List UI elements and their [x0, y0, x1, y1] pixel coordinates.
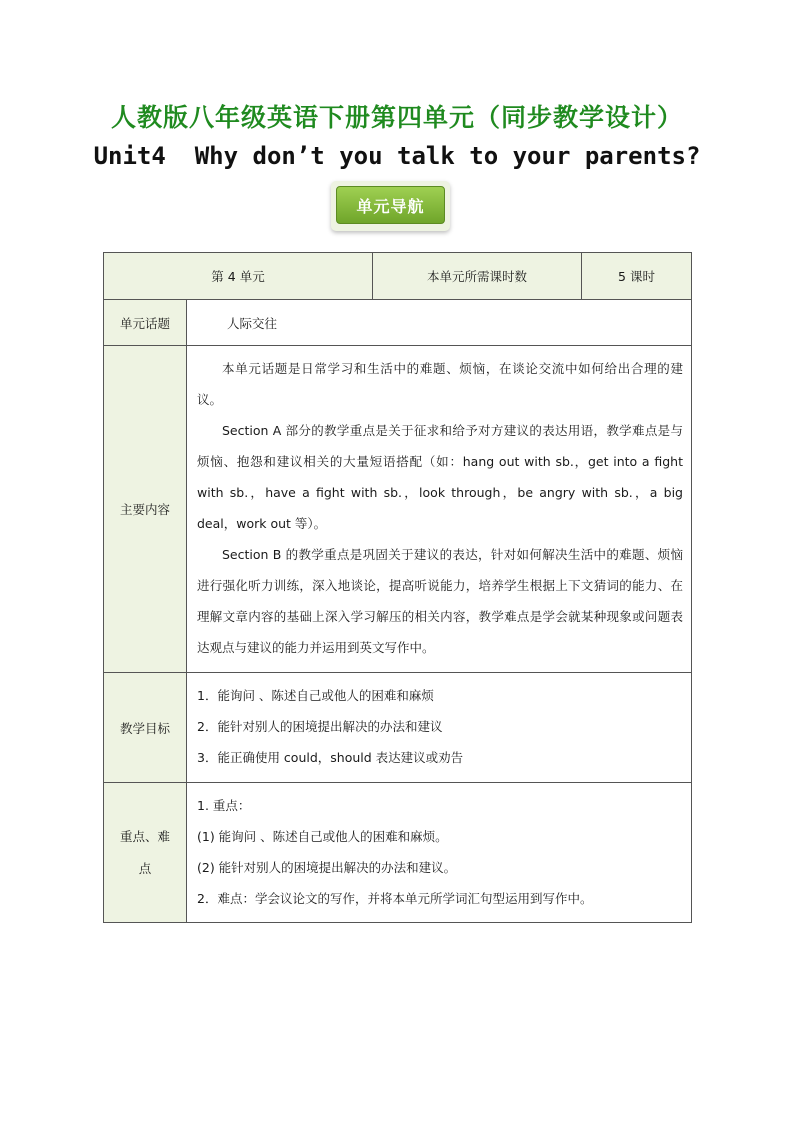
table-row-content: [104, 346, 692, 673]
content-paragraph: 本单元话题是日常学习和生活中的难题、烦恼，在谈论交流中如何给出合理的建议。: [197, 361, 683, 407]
keypoints-value-cell: [187, 783, 692, 923]
keypoints-label-cell: [104, 783, 187, 923]
unit-navigation-badge: [331, 181, 450, 231]
table-row-topic: [104, 300, 692, 346]
unit-plan-table: [103, 252, 692, 923]
keypoint-item: 2．难点：学会议论文的写作，并将本单元所学词汇句型运用到写作中。: [197, 890, 593, 906]
unit-navigation-label: 单元导航: [336, 186, 445, 224]
keypoint-item: (2) 能针对别人的困境提出解决的办法和建议。: [197, 859, 457, 875]
goal-item: 3．能正确使用 could，should 表达建议或劝告: [197, 750, 464, 765]
content-label-cell: 主要内容: [104, 346, 187, 673]
keypoints-label-line: 重点、难: [119, 828, 170, 844]
keypoints-label-line: 点: [138, 860, 152, 876]
goal-item: 2．能针对别人的困境提出解决的办法和建议: [197, 719, 443, 734]
table-row-unit: [104, 253, 692, 300]
hours-label-cell: 本单元所需课时数: [373, 253, 582, 300]
document-title-chinese: 人教版八年级英语下册第四单元（同步教学设计）: [110, 103, 683, 132]
goals-value-cell: [187, 673, 692, 783]
keypoint-item: (1) 能询问 、陈述自己或他人的困难和麻烦。: [197, 828, 448, 844]
content-value-cell: [187, 346, 692, 673]
content-paragraph: Section A 部分的教学重点是关于征求和给予对方建议的表达用语，教学难点是与烦恼、抱怨和建议相关的大量短语搭配（如：hang out with sb.，get into a fight with sb.，have a fight with sb.，look through，be angry with sb.，a big deal，work out 等）。: [197, 423, 683, 531]
goals-label-cell: 教学目标: [104, 673, 187, 783]
topic-label-cell: 单元话题: [104, 300, 187, 346]
document-title-english: Unit4 Why don’t you talk to your parents?: [93, 142, 701, 170]
unit-number-cell: 第 4 单元: [104, 253, 373, 300]
keypoint-item: 1. 重点：: [197, 797, 251, 813]
goal-item: 1．能询问 、陈述自己或他人的困难和麻烦: [197, 688, 434, 703]
content-paragraph: Section B 的教学重点是巩固关于建议的表达，针对如何解决生活中的难题、烦恼进行强化听力训练，深入地谈论，提高听说能力，培养学生根据上下文猜词的能力、在理解文章内容的基础上深入学习解压的相关内容，教学难点是学会就某种现象或问题表达观点与建议的能力并运用到英文写作中。: [197, 547, 683, 655]
table-row-goals: [104, 673, 692, 783]
hours-value-cell: 5 课时: [582, 253, 692, 300]
table-row-keypoints: [104, 783, 692, 923]
topic-value-cell: 人际交往: [187, 300, 692, 346]
